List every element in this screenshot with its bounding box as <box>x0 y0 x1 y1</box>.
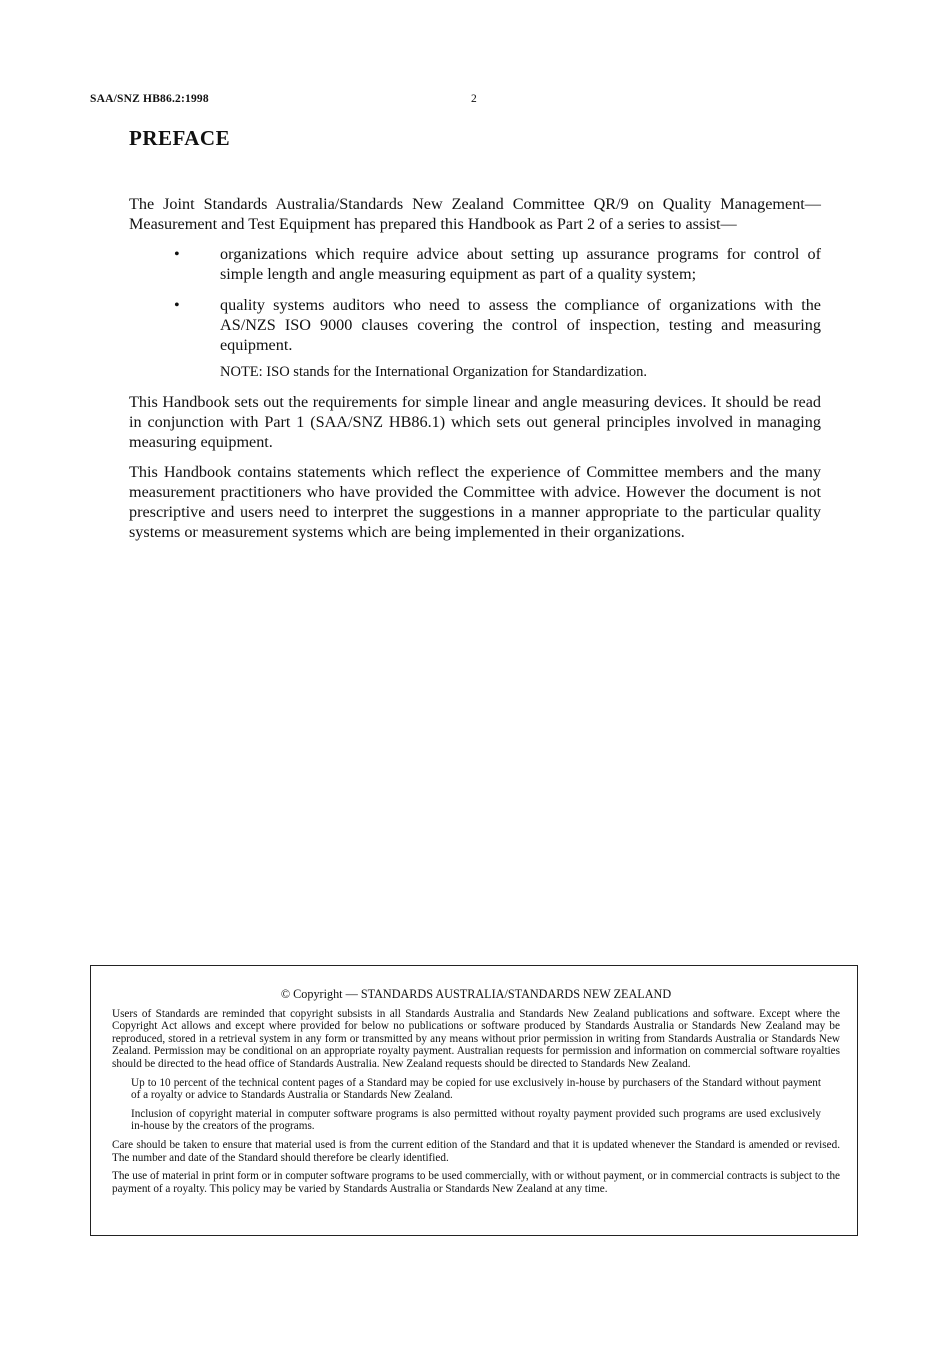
page-title: PREFACE <box>129 126 231 150</box>
copyright-box <box>90 965 858 1236</box>
bullet-icon: • <box>174 296 180 314</box>
bullet-item <box>129 295 821 355</box>
intro-paragraph: The Joint Standards Australia/Standards New Zealand Committee QR/9 on Quality Management—Measurement and Test Equipment has prepared this Handbook as Part 2 of a series to assist— <box>129 195 821 233</box>
copyright-paragraph: Users of Standards are reminded that copyright subsists in all Standards Australia and Standards New Zealand publications and software. Except where the Copyright Act allows and except where provided for below no publications or software produced by Standards Australia or Standards New Zealand may be reproduced, stored in a retrieval system in any form or transmitted by any means without prior permission in writing from Standards Australia or Standards New Zealand. Permission may be conditional on an appropriate royalty payment. Australian requests for permission and information on commercial software royalties should be directed to the head office of Standards Australia. New Zealand requests should be directed to Standards New Zealand. <box>112 1007 840 1070</box>
bullet-icon: • <box>174 245 180 263</box>
copyright-paragraph: The use of material in print form or in computer software programs to be used commercially, with or without payment, or in commercial contracts is subject to the payment of a royalty. This policy may be varied by Standards Australia or Standards New Zealand at any time. <box>112 1170 840 1195</box>
body-paragraph: This Handbook contains statements which reflect the experience of Committee members and the many measurement practitioners who have provided the Committee with advice. However the document is not prescriptive and users need to interpret the suggestions in a manner appropriate to the particular quality systems or measurement systems which are being implemented in their organizations. <box>129 463 821 541</box>
copyright-title: © Copyright — STANDARDS AUSTRALIA/STANDARDS NEW ZEALAND <box>280 987 672 1001</box>
bullet-text: quality systems auditors who need to assess the compliance of organizations with the AS/NZS ISO 9000 clauses covering the control of inspection, testing and measuring equipment. <box>220 296 821 354</box>
copyright-paragraph: Care should be taken to ensure that material used is from the current edition of the Standard and that it is updated whenever the Standard is amended or revised. The number and date of the Standard should therefore be clearly identified. <box>112 1138 840 1164</box>
note: NOTE: ISO stands for the International Organization for Standardization. <box>220 364 647 380</box>
bullet-item <box>129 244 821 284</box>
body-paragraph: This Handbook sets out the requirements for simple linear and angle measuring devices. It should be read in conjunction with Part 1 (SAA/SNZ HB86.1) which sets out general principles involved in managing measuring equipment. <box>129 393 821 451</box>
page-number: 2 <box>471 93 477 105</box>
preface-body <box>129 194 821 552</box>
bullet-text: organizations which require advice about setting up assurance programs for control of simple length and angle measuring equipment as part of a quality system; <box>220 245 821 283</box>
copyright-paragraph: Inclusion of copyright material in computer software programs is also permitted without royalty payment provided such programs are used exclusively in-house by the creators of the programs. <box>131 1107 821 1133</box>
copyright-paragraph: Up to 10 percent of the technical content pages of a Standard may be copied for use exclusively in-house by purchasers of the Standard without payment of a royalty or advice to Standards Australia or Standards New Zealand. <box>131 1076 821 1102</box>
document-code: SAA/SNZ HB86.2:1998 <box>90 93 209 105</box>
